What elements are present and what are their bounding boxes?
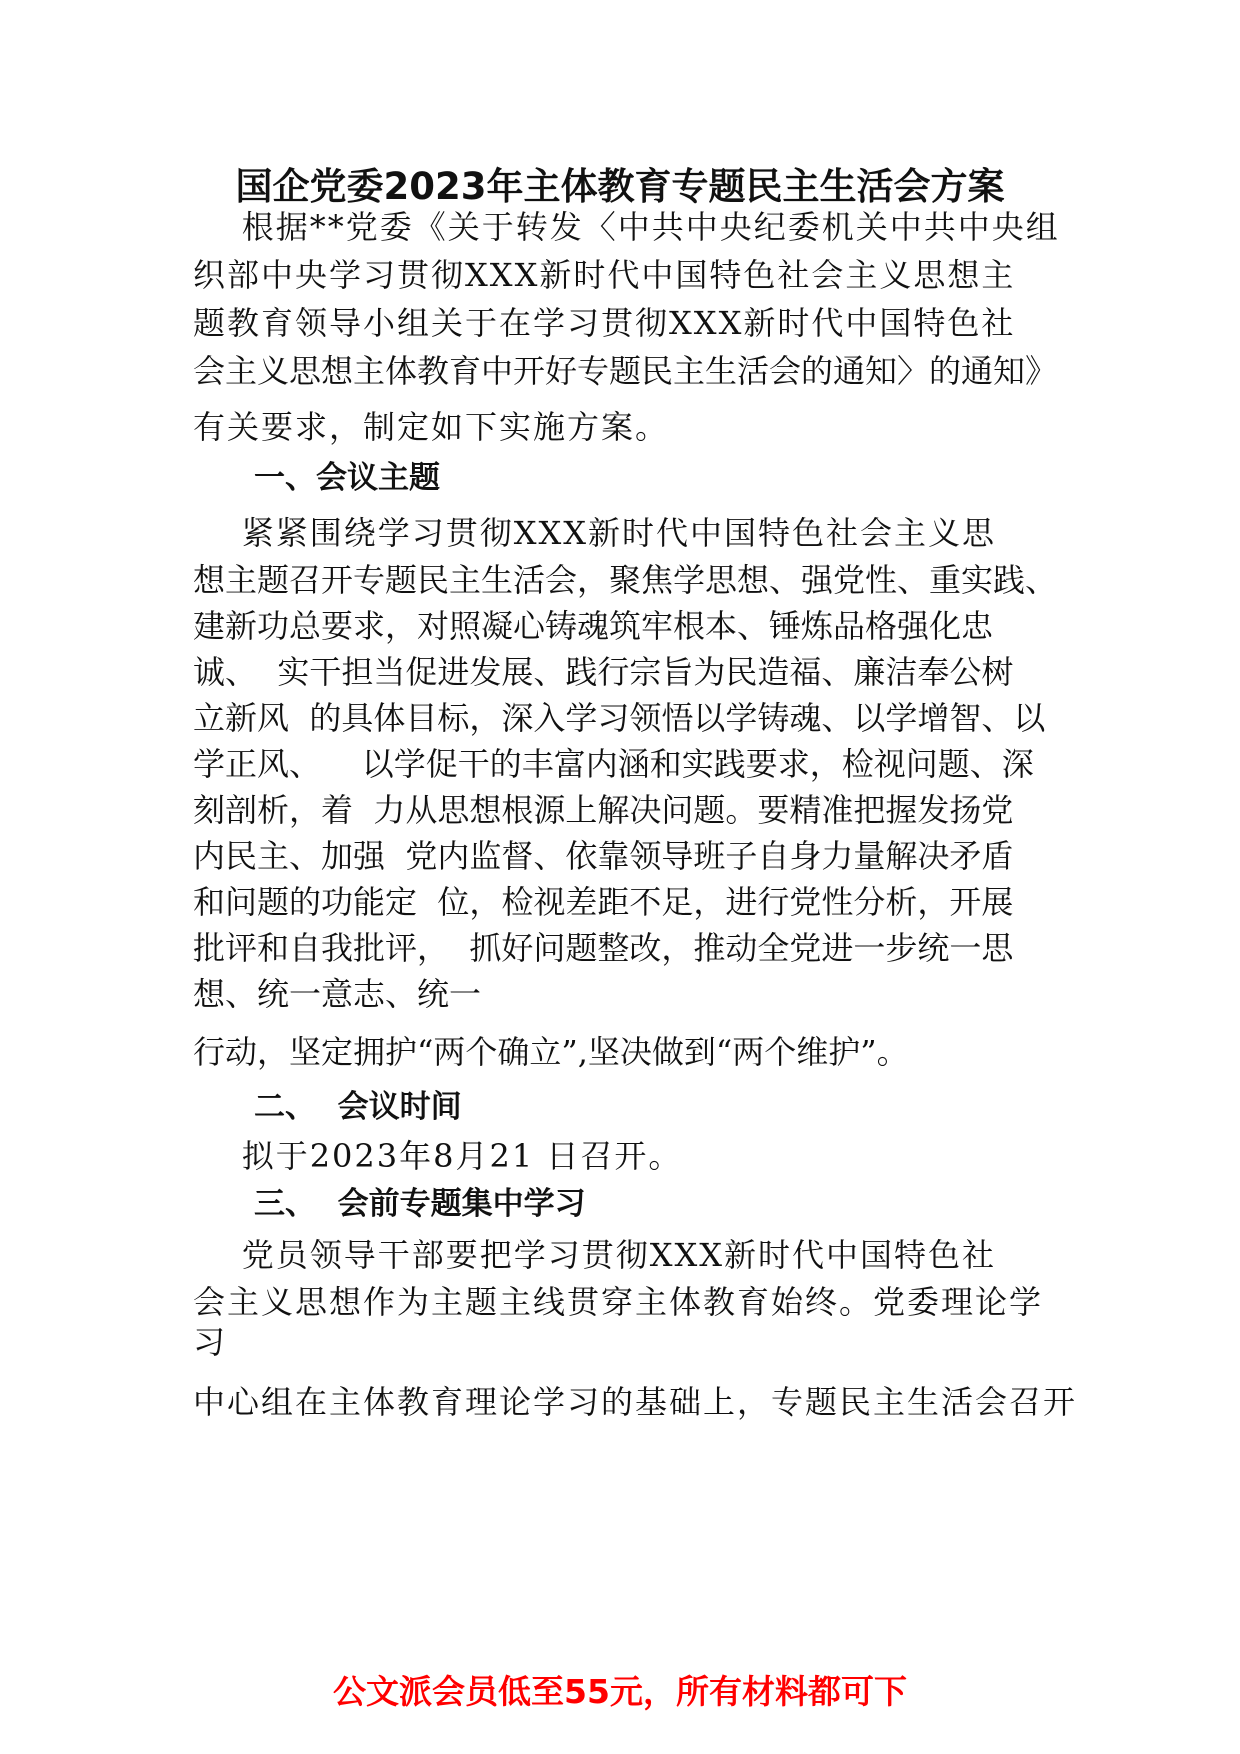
section-3-line: 党员领导干部要把学习贯彻XXX新时代中国特色社 (193, 1236, 997, 1274)
section-1-line: 立新风 的具体目标，深入学习领悟以学铸魂、以学增智、以 (193, 699, 1046, 737)
section-1-line: 想、统一意志、统一 (193, 975, 482, 1013)
section-heading-2: 二、 会议时间 (254, 1089, 462, 1125)
section-1-line: 诚、 实干担当促进发展、践行宗旨为民造福、廉洁奉公树 (193, 653, 1014, 691)
section-1-line: 和问题的功能定 位，检视差距不足，进行党性分析，开展 (193, 883, 1014, 921)
membership-footer-note: 公文派会员低至55元，所有材料都可下 (333, 1672, 907, 1711)
section-1-line: 建新功总要求，对照凝心铸魂筑牢根本、锤炼品格强化忠 (193, 607, 994, 645)
section-1-line: 刻剖析，着 力从思想根源上解决问题。要精准把握发扬党 (193, 791, 1014, 829)
section-1-line: 批评和自我批评， 抓好问题整改，推动全党进一步统一思 (193, 929, 1014, 967)
intro-line: 织部中央学习贯彻XXX新时代中国特色社会主义思想主 (193, 256, 1016, 294)
section-3-line: 习 (193, 1323, 226, 1361)
section-2-line: 拟于2023年8月21 日召开。 (193, 1137, 683, 1175)
section-1-line: 紧紧围绕学习贯彻XXX新时代中国特色社会主义思 (193, 514, 997, 552)
section-3-line: 中心组在主体教育理论学习的基础上，专题民主生活会召开 (193, 1383, 1078, 1421)
page-title: 国企党委2023年主体教育专题民主生活会方案 (235, 165, 1005, 208)
section-heading-3: 三、 会前专题集中学习 (254, 1186, 586, 1222)
section-3-line: 会主义思想作为主题主线贯穿主体教育始终。党委理论学 (193, 1283, 1044, 1321)
intro-line: 根据**党委《关于转发〈中共中央纪委机关中共中央组 (193, 208, 1060, 246)
intro-line: 会主义思想主体教育中开好专题民主生活会的通知〉的通知》 (193, 352, 1058, 390)
section-1-line: 学正风、 以学促干的丰富内涵和实践要求，检视问题、深 (193, 745, 1034, 783)
intro-line: 有关要求，制定如下实施方案。 (193, 408, 670, 446)
section-1-line: 想主题召开专题民主生活会，聚焦学思想、强党性、重实践、 (193, 561, 1058, 599)
section-1-line: 内民主、加强 党内监督、依靠领导班子自身力量解决矛盾 (193, 837, 1014, 875)
section-heading-1: 一、会议主题 (254, 460, 440, 496)
intro-line: 题教育领导小组关于在学习贯彻XXX新时代中国特色社 (193, 304, 1016, 342)
section-1-line: 行动，坚定拥护“两个确立”,坚决做到“两个维护”。 (193, 1033, 909, 1071)
